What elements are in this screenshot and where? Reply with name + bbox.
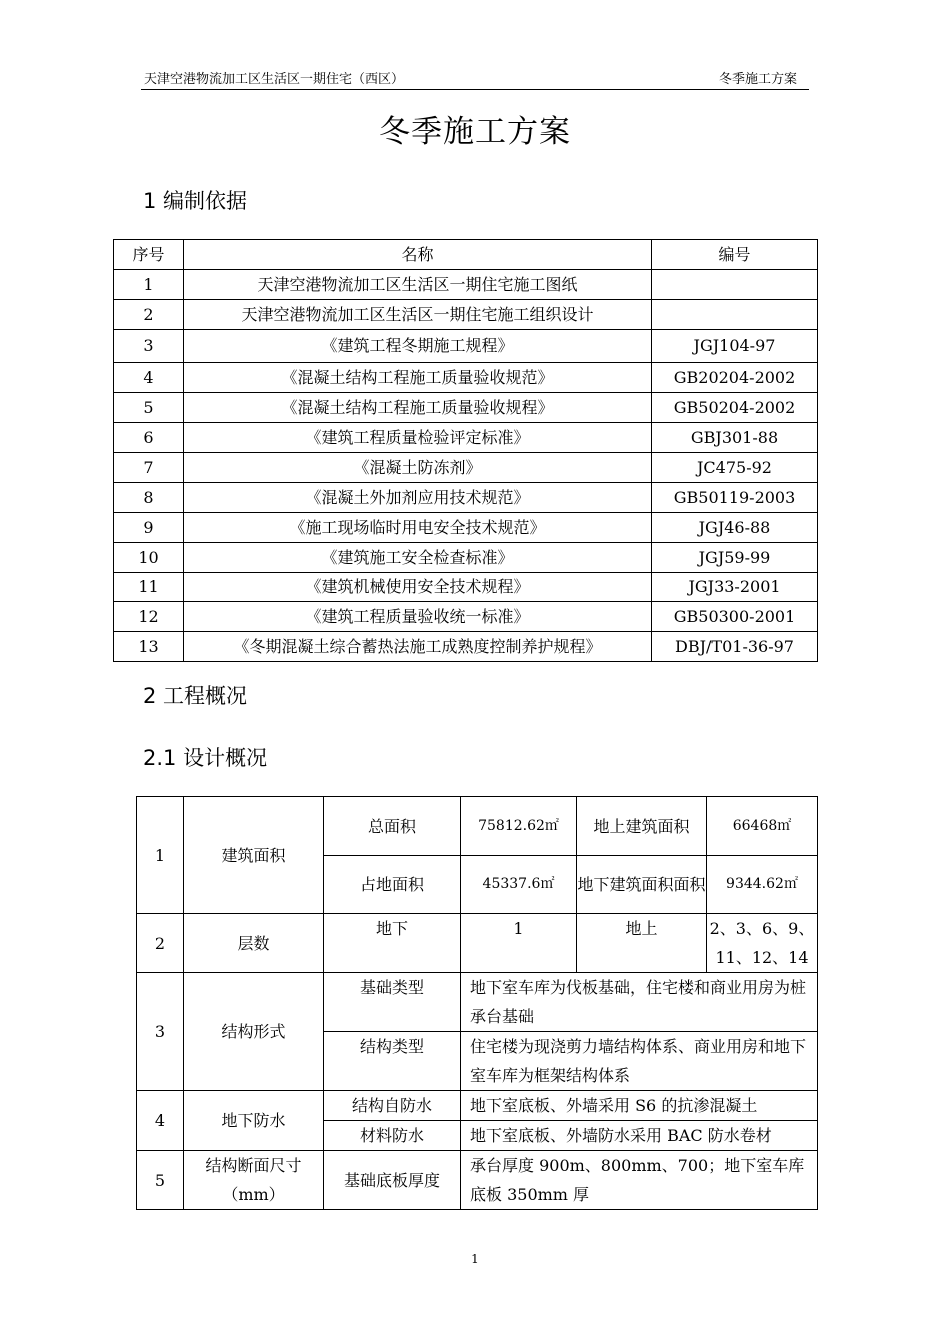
- row-name: 《混凝土结构工程施工质量验收规范》: [184, 363, 652, 393]
- row-code: JGJ104-97: [652, 330, 818, 363]
- section-heading-design: 2.1 设计概况: [143, 746, 268, 770]
- row-item: 结构断面尺寸（mm）: [184, 1151, 324, 1210]
- row-name: 《建筑机械使用安全技术规程》: [184, 573, 652, 602]
- row-code: GB20204-2002: [652, 363, 818, 393]
- cell-value: 地下室底板、外墙采用 S6 的抗渗混凝土: [461, 1091, 818, 1121]
- cell-label: 结构自防水: [324, 1091, 461, 1121]
- row-name: 《混凝土防冻剂》: [184, 453, 652, 483]
- row-code: JGJ46-88: [652, 513, 818, 543]
- row-no: 10: [114, 543, 184, 573]
- row-code: GB50204-2002: [652, 393, 818, 423]
- page-number: 1: [471, 1252, 479, 1266]
- row-name: 《施工现场临时用电安全技术规范》: [184, 513, 652, 543]
- row-no: 6: [114, 423, 184, 453]
- document-title: 冬季施工方案: [379, 114, 571, 150]
- row-no: 8: [114, 483, 184, 513]
- cell-label: 地上: [577, 914, 707, 973]
- row-no: 9: [114, 513, 184, 543]
- row-code: GB50119-2003: [652, 483, 818, 513]
- row-item: 结构形式: [184, 973, 324, 1091]
- cell-value: 66468㎡: [707, 797, 818, 856]
- row-name: 《建筑工程质量验收统一标准》: [184, 602, 652, 632]
- cell-label: 地下: [324, 914, 461, 973]
- table-row: [114, 632, 818, 662]
- row-no: 7: [114, 453, 184, 483]
- row-code: GBJ301-88: [652, 423, 818, 453]
- table-row: [114, 453, 818, 483]
- row-code: JGJ59-99: [652, 543, 818, 573]
- row-no: 12: [114, 602, 184, 632]
- cell-value: 承台厚度 900m、800mm、700；地下室车库底板 350mm 厚: [461, 1151, 818, 1210]
- table-row: [114, 423, 818, 453]
- cell-value: 9344.62㎡: [707, 856, 818, 914]
- cell-value: 1: [461, 914, 577, 973]
- row-name: 《冬期混凝土综合蓄热法施工成熟度控制养护规程》: [184, 632, 652, 662]
- row-item: 层数: [184, 914, 324, 973]
- row-no: 2: [137, 914, 184, 973]
- table-row: [114, 363, 818, 393]
- table-row: [137, 1091, 818, 1121]
- cell-label: 基础类型: [324, 973, 461, 1032]
- cell-label: 材料防水: [324, 1121, 461, 1151]
- cell-value: 75812.62㎡: [461, 797, 577, 856]
- cell-value: 45337.6㎡: [461, 856, 577, 914]
- header-doc-title: 冬季施工方案: [718, 72, 797, 87]
- row-code: [652, 300, 818, 330]
- section-heading-overview: 2 工程概况: [143, 684, 248, 708]
- table-row: [114, 543, 818, 573]
- row-code: DBJ/T01-36-97: [652, 632, 818, 662]
- row-name: 《建筑施工安全检查标准》: [184, 543, 652, 573]
- cell-label: 占地面积: [324, 856, 461, 914]
- column-header-code: 编号: [652, 240, 818, 270]
- header-project-name: 天津空港物流加工区生活区一期住宅（西区）: [144, 72, 405, 87]
- table-row: [137, 797, 818, 856]
- table-row: [114, 513, 818, 543]
- row-name: 《混凝土结构工程施工质量验收规程》: [184, 393, 652, 423]
- cell-value: 地下室车库为伐板基础，住宅楼和商业用房为桩承台基础: [461, 973, 818, 1032]
- row-no: 2: [114, 300, 184, 330]
- row-no: 1: [114, 270, 184, 300]
- row-no: 5: [137, 1151, 184, 1210]
- row-name: 《建筑工程质量检验评定标准》: [184, 423, 652, 453]
- section-heading-basis: 1 编制依据: [143, 189, 248, 213]
- table-row: [137, 973, 818, 1032]
- cell-label: 总面积: [324, 797, 461, 856]
- table-row: [137, 914, 818, 973]
- row-code: JC475-92: [652, 453, 818, 483]
- row-no: 11: [114, 573, 184, 602]
- row-name: 《混凝土外加剂应用技术规范》: [184, 483, 652, 513]
- cell-label: 地上建筑面积: [577, 797, 707, 856]
- row-code: JGJ33-2001: [652, 573, 818, 602]
- cell-label: 基础底板厚度: [324, 1151, 461, 1210]
- design-overview-table: [136, 796, 818, 1210]
- table-row: [114, 270, 818, 300]
- table-row: [114, 300, 818, 330]
- row-no: 3: [114, 330, 184, 363]
- row-no: 3: [137, 973, 184, 1091]
- cell-label: 结构类型: [324, 1032, 461, 1091]
- column-header-name: 名称: [184, 240, 652, 270]
- table-row: [114, 330, 818, 363]
- row-no: 4: [114, 363, 184, 393]
- table-row: [114, 573, 818, 602]
- table-row: [114, 393, 818, 423]
- row-item: 建筑面积: [184, 797, 324, 914]
- table-row: [114, 483, 818, 513]
- row-no: 5: [114, 393, 184, 423]
- row-no: 1: [137, 797, 184, 914]
- cell-value: 住宅楼为现浇剪力墙结构体系、商业用房和地下室车库为框架结构体系: [461, 1032, 818, 1091]
- cell-label: 地下建筑面积面积: [577, 856, 707, 914]
- row-code: GB50300-2001: [652, 602, 818, 632]
- table-row: [114, 602, 818, 632]
- row-code: [652, 270, 818, 300]
- row-no: 4: [137, 1091, 184, 1151]
- table-header-row: [114, 240, 818, 270]
- table-row: [137, 1151, 818, 1210]
- row-name: 《建筑工程冬期施工规程》: [184, 330, 652, 363]
- cell-value: 2、3、6、9、11、12、14: [707, 914, 818, 973]
- row-item: 地下防水: [184, 1091, 324, 1151]
- cell-value: 地下室底板、外墙防水采用 BAC 防水卷材: [461, 1121, 818, 1151]
- row-no: 13: [114, 632, 184, 662]
- row-name: 天津空港物流加工区生活区一期住宅施工组织设计: [184, 300, 652, 330]
- page-header: [141, 70, 809, 90]
- row-name: 天津空港物流加工区生活区一期住宅施工图纸: [184, 270, 652, 300]
- basis-table: [113, 239, 818, 662]
- column-header-no: 序号: [114, 240, 184, 270]
